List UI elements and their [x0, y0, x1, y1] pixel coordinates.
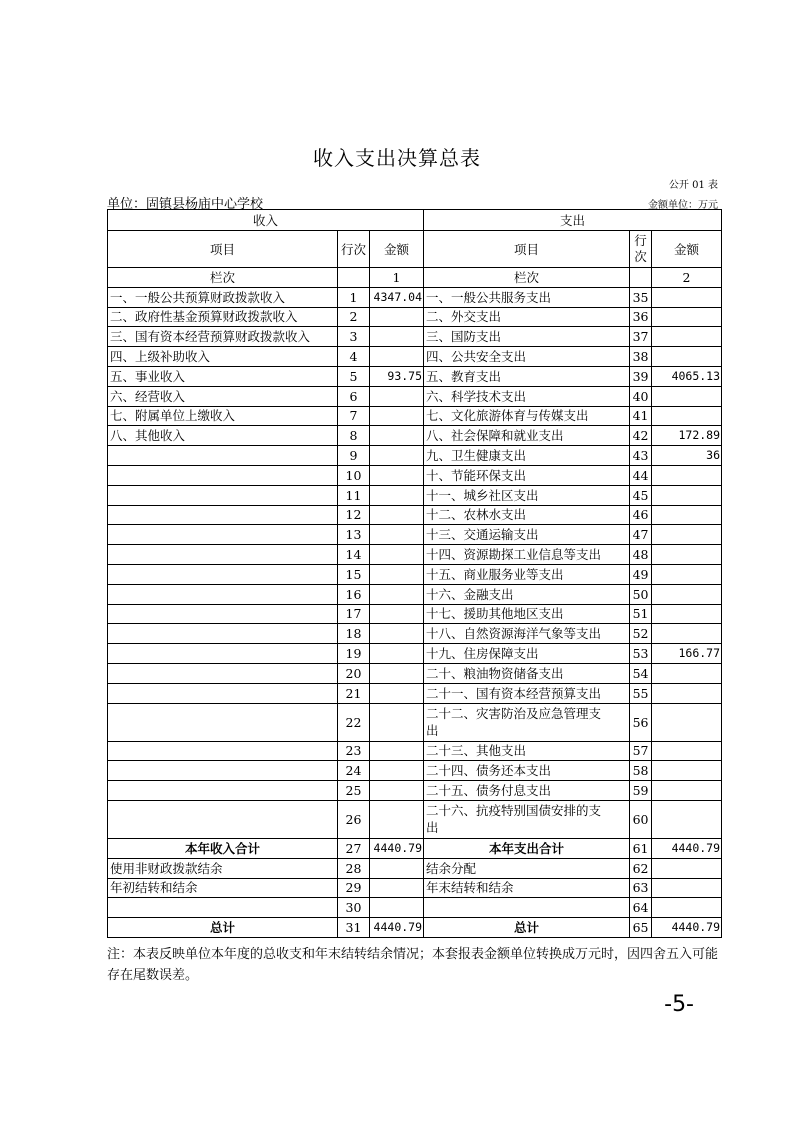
expense-item-cell: 二十四、债务还本支出 [424, 761, 630, 781]
income-item-cell [108, 800, 338, 838]
expense-item-cell: 十二、农林水支出 [424, 505, 630, 525]
expense-line-no-cell: 51 [630, 604, 652, 624]
expense-amount-cell [652, 545, 722, 565]
expense-line-no-cell: 62 [630, 858, 652, 878]
table-row [108, 644, 722, 664]
table-row [108, 898, 722, 918]
expense-amount-cell [652, 663, 722, 683]
income-line-no-cell: 25 [338, 781, 370, 801]
expense-item-line: 二十六、抗疫特别国债安排的支 [426, 803, 602, 819]
income-line-no-cell: 4 [338, 347, 370, 367]
expense-amount-cell [652, 858, 722, 878]
table-row [108, 327, 722, 347]
expense-amount-cell [652, 761, 722, 781]
income-expense-table [107, 209, 722, 938]
expense-line-no-cell: 35 [630, 287, 652, 307]
income-line-no-cell: 5 [338, 366, 370, 386]
income-amount-cell [370, 505, 424, 525]
income-line-no-cell: 12 [338, 505, 370, 525]
expense-col-label: 栏次 [424, 268, 630, 288]
table-row [108, 800, 722, 838]
expense-line-no-cell: 44 [630, 465, 652, 485]
income-item-cell: 一、一般公共预算财政拨款收入 [108, 287, 338, 307]
income-amount-cell [370, 604, 424, 624]
expense-item-cell: 二、外交支出 [424, 307, 630, 327]
expense-item-cell: 九、卫生健康支出 [424, 446, 630, 466]
expense-line-no-cell: 43 [630, 446, 652, 466]
income-item-cell [108, 545, 338, 565]
section-header-row [108, 210, 722, 231]
expense-line-no-cell: 50 [630, 584, 652, 604]
expense-amount-cell [652, 287, 722, 307]
table-row [108, 347, 722, 367]
income-amount-cell [370, 761, 424, 781]
income-item-cell: 八、其他收入 [108, 426, 338, 446]
amount-unit-label: 金额单位：万元 [648, 200, 718, 211]
income-item-cell [108, 761, 338, 781]
expense-amount-cell [652, 327, 722, 347]
expense-line-no-cell: 37 [630, 327, 652, 347]
income-line-no-cell: 11 [338, 485, 370, 505]
income-amount-cell: 4440.79 [370, 918, 424, 938]
expense-item-cell: 结余分配 [424, 858, 630, 878]
expense-item-header: 项目 [424, 231, 630, 268]
income-line-no-cell: 3 [338, 327, 370, 347]
income-amount-cell [370, 663, 424, 683]
expense-amount-cell: 36 [652, 446, 722, 466]
table-row [108, 287, 722, 307]
table-row [108, 838, 722, 858]
table-row [108, 858, 722, 878]
income-line-no-cell: 1 [338, 287, 370, 307]
expense-item-cell: 八、社会保障和就业支出 [424, 426, 630, 446]
expense-col-index: 2 [652, 268, 722, 288]
income-line-no-cell: 30 [338, 898, 370, 918]
expense-amount-cell [652, 347, 722, 367]
income-item-cell [108, 584, 338, 604]
income-item-cell: 七、附属单位上缴收入 [108, 406, 338, 426]
income-line-no-cell: 14 [338, 545, 370, 565]
income-amount-cell [370, 781, 424, 801]
expense-item-cell: 十六、金融支出 [424, 584, 630, 604]
table-row [108, 761, 722, 781]
expense-amount-cell [652, 604, 722, 624]
expense-amount-cell [652, 564, 722, 584]
income-item-cell [108, 898, 338, 918]
expense-amount-cell [652, 741, 722, 761]
income-amount-cell [370, 347, 424, 367]
expense-item-cell: 六、科学技术支出 [424, 386, 630, 406]
expense-line-no-cell: 63 [630, 878, 652, 898]
income-amount-cell [370, 703, 424, 741]
expense-line-no-cell: 49 [630, 564, 652, 584]
income-line-no-cell: 9 [338, 446, 370, 466]
unit-label: 单位：固镇县杨庙中心学校 [107, 197, 264, 212]
expense-line-no-cell: 40 [630, 386, 652, 406]
expense-amount-cell: 4065.13 [652, 366, 722, 386]
column-index-row [108, 268, 722, 288]
expense-item-cell: 总计 [424, 918, 630, 938]
expense-amount-cell [652, 485, 722, 505]
expense-line-no-cell: 38 [630, 347, 652, 367]
income-item-cell [108, 781, 338, 801]
expense-amount-cell [652, 878, 722, 898]
income-item-cell [108, 644, 338, 664]
income-item-cell [108, 505, 338, 525]
expense-amount-cell [652, 703, 722, 741]
income-line-no-cell: 10 [338, 465, 370, 485]
income-amount-cell [370, 564, 424, 584]
expense-item-cell: 五、教育支出 [424, 366, 630, 386]
income-amount-cell [370, 898, 424, 918]
expense-amount-header: 金额 [652, 231, 722, 268]
income-amount-cell [370, 307, 424, 327]
footnote: 注：本表反映单位本年度的总收支和年末结转结余情况；本套报表金额单位转换成万元时，因四舍五入可能存在尾数误差。 [107, 947, 719, 983]
income-amount-cell [370, 327, 424, 347]
income-line-no-cell: 15 [338, 564, 370, 584]
income-item-cell [108, 624, 338, 644]
table-row [108, 663, 722, 683]
expense-line-no-cell: 46 [630, 505, 652, 525]
expense-item-cell: 二十五、债务付息支出 [424, 781, 630, 801]
expense-item-cell: 一、一般公共服务支出 [424, 287, 630, 307]
expense-item-cell [424, 898, 630, 918]
expense-item-cell: 十四、资源勘探工业信息等支出 [424, 545, 630, 565]
table-row [108, 564, 722, 584]
expense-line-no-cell: 52 [630, 624, 652, 644]
income-line-no-header: 行次 [338, 231, 370, 268]
table-row [108, 624, 722, 644]
income-item-cell: 五、事业收入 [108, 366, 338, 386]
expense-item-cell: 二十三、其他支出 [424, 741, 630, 761]
income-line-no-cell: 29 [338, 878, 370, 898]
expense-amount-cell [652, 683, 722, 703]
income-line-no-cell: 7 [338, 406, 370, 426]
income-line-no-cell: 24 [338, 761, 370, 781]
income-item-cell: 六、经营收入 [108, 386, 338, 406]
expense-line-no-cell: 47 [630, 525, 652, 545]
table-row [108, 485, 722, 505]
expense-item-cell: 十九、住房保障支出 [424, 644, 630, 664]
income-line-no-cell: 31 [338, 918, 370, 938]
expense-line-no-cell: 56 [630, 703, 652, 741]
income-line-no-cell: 21 [338, 683, 370, 703]
expense-line-no-cell: 65 [630, 918, 652, 938]
expense-amount-cell [652, 584, 722, 604]
expense-item-cell: 七、文化旅游体育与传媒支出 [424, 406, 630, 426]
table-row [108, 584, 722, 604]
income-item-cell [108, 683, 338, 703]
table-row [108, 741, 722, 761]
expense-item-cell: 二十一、国有资本经营预算支出 [424, 683, 630, 703]
income-item-cell: 本年收入合计 [108, 838, 338, 858]
income-col-index: 1 [370, 268, 424, 288]
income-amount-cell: 93.75 [370, 366, 424, 386]
expense-amount-cell: 166.77 [652, 644, 722, 664]
income-amount-cell [370, 426, 424, 446]
table-row [108, 366, 722, 386]
income-item-cell: 四、上级补助收入 [108, 347, 338, 367]
table-row [108, 683, 722, 703]
income-line-no-cell: 18 [338, 624, 370, 644]
income-line-no-cell: 17 [338, 604, 370, 624]
income-amount-cell [370, 406, 424, 426]
expense-line-no-cell: 53 [630, 644, 652, 664]
expense-line-no-cell: 42 [630, 426, 652, 446]
expense-line-no-cell: 60 [630, 800, 652, 838]
expense-line-no-cell: 57 [630, 741, 652, 761]
income-item-cell: 二、政府性基金预算财政拨款收入 [108, 307, 338, 327]
expense-amount-cell [652, 307, 722, 327]
income-amount-cell [370, 624, 424, 644]
income-amount-cell [370, 485, 424, 505]
income-amount-cell [370, 858, 424, 878]
income-item-cell [108, 663, 338, 683]
income-line-no-cell: 19 [338, 644, 370, 664]
income-item-cell [108, 604, 338, 624]
income-line-no-cell: 28 [338, 858, 370, 878]
column-header-row [108, 231, 722, 268]
expense-item-line: 出 [426, 820, 439, 836]
expense-item-cell [424, 703, 630, 741]
page-number: -5- [664, 992, 694, 1017]
expense-line-no-cell: 41 [630, 406, 652, 426]
table-row [108, 386, 722, 406]
income-line-no-cell: 23 [338, 741, 370, 761]
income-line-no-cell: 8 [338, 426, 370, 446]
income-item-cell [108, 485, 338, 505]
table-row [108, 307, 722, 327]
table-row [108, 878, 722, 898]
table-row [108, 465, 722, 485]
expense-item-cell: 三、国防支出 [424, 327, 630, 347]
table-row [108, 446, 722, 466]
expense-item-cell: 十三、交通运输支出 [424, 525, 630, 545]
income-amount-cell: 4440.79 [370, 838, 424, 858]
income-item-cell [108, 703, 338, 741]
expense-item-line: 二十二、灾害防治及应急管理支 [426, 706, 602, 722]
expense-item-cell: 十七、援助其他地区支出 [424, 604, 630, 624]
expense-item-cell: 十五、商业服务业等支出 [424, 564, 630, 584]
expense-line-no-cell: 64 [630, 898, 652, 918]
income-line-no-cell: 16 [338, 584, 370, 604]
expense-item-cell [424, 800, 630, 838]
table-row [108, 525, 722, 545]
income-amount-cell [370, 446, 424, 466]
table-row [108, 426, 722, 446]
income-item-cell: 总计 [108, 918, 338, 938]
table-row [108, 781, 722, 801]
expense-item-cell: 十八、自然资源海洋气象等支出 [424, 624, 630, 644]
income-section-header: 收入 [108, 210, 424, 231]
income-item-cell [108, 564, 338, 584]
income-amount-cell [370, 525, 424, 545]
expense-amount-cell [652, 505, 722, 525]
income-item-cell: 使用非财政拨款结余 [108, 858, 338, 878]
expense-amount-cell: 4440.79 [652, 918, 722, 938]
expense-item-cell: 十、节能环保支出 [424, 465, 630, 485]
expense-section-header: 支出 [424, 210, 722, 231]
income-item-header: 项目 [108, 231, 338, 268]
expense-line-no-cell: 58 [630, 761, 652, 781]
income-item-cell [108, 465, 338, 485]
income-line-no-cell: 20 [338, 663, 370, 683]
expense-amount-cell [652, 800, 722, 838]
income-item-cell [108, 741, 338, 761]
income-amount-cell [370, 545, 424, 565]
expense-line-no-cell: 55 [630, 683, 652, 703]
expense-amount-cell [652, 898, 722, 918]
expense-amount-cell [652, 465, 722, 485]
expense-item-cell: 年末结转和结余 [424, 878, 630, 898]
income-amount-cell [370, 683, 424, 703]
expense-amount-cell [652, 386, 722, 406]
expense-line-no-cell: 39 [630, 366, 652, 386]
income-amount-header: 金额 [370, 231, 424, 268]
income-item-cell: 年初结转和结余 [108, 878, 338, 898]
income-line-no-cell: 13 [338, 525, 370, 545]
income-line-no-cell: 22 [338, 703, 370, 741]
expense-amount-cell [652, 624, 722, 644]
income-amount-cell [370, 800, 424, 838]
income-item-cell [108, 446, 338, 466]
income-col-label: 栏次 [108, 268, 338, 288]
expense-item-cell: 本年支出合计 [424, 838, 630, 858]
expense-line-no-cell: 48 [630, 545, 652, 565]
expense-line-no-cell: 59 [630, 781, 652, 801]
income-amount-cell [370, 386, 424, 406]
expense-amount-cell: 4440.79 [652, 838, 722, 858]
expense-item-line: 出 [426, 723, 439, 739]
income-amount-cell [370, 878, 424, 898]
income-amount-cell: 4347.04 [370, 287, 424, 307]
table-row [108, 406, 722, 426]
expense-line-no-cell: 45 [630, 485, 652, 505]
expense-item-cell: 十一、城乡社区支出 [424, 485, 630, 505]
expense-amount-cell: 172.89 [652, 426, 722, 446]
income-line-no-cell: 26 [338, 800, 370, 838]
expense-amount-cell [652, 525, 722, 545]
income-item-cell: 三、国有资本经营预算财政拨款收入 [108, 327, 338, 347]
expense-amount-cell [652, 406, 722, 426]
income-line-no-cell: 27 [338, 838, 370, 858]
income-amount-cell [370, 465, 424, 485]
empty-cell [338, 268, 370, 288]
expense-amount-cell [652, 781, 722, 801]
table-row [108, 505, 722, 525]
expense-line-no-header: 行 次 [630, 231, 652, 268]
form-number: 公开 01 表 [668, 180, 718, 191]
expense-line-no-cell: 61 [630, 838, 652, 858]
income-amount-cell [370, 584, 424, 604]
income-item-cell [108, 525, 338, 545]
table-row [108, 703, 722, 741]
table-row [108, 545, 722, 565]
expense-item-cell: 二十、粮油物资储备支出 [424, 663, 630, 683]
expense-line-no-cell: 54 [630, 663, 652, 683]
table-row [108, 918, 722, 938]
income-amount-cell [370, 644, 424, 664]
page-title: 收入支出决算总表 [313, 146, 481, 170]
income-line-no-cell: 6 [338, 386, 370, 406]
income-amount-cell [370, 741, 424, 761]
expense-item-cell: 四、公共安全支出 [424, 347, 630, 367]
table-row [108, 604, 722, 624]
income-line-no-cell: 2 [338, 307, 370, 327]
expense-line-no-cell: 36 [630, 307, 652, 327]
empty-cell [630, 268, 652, 288]
